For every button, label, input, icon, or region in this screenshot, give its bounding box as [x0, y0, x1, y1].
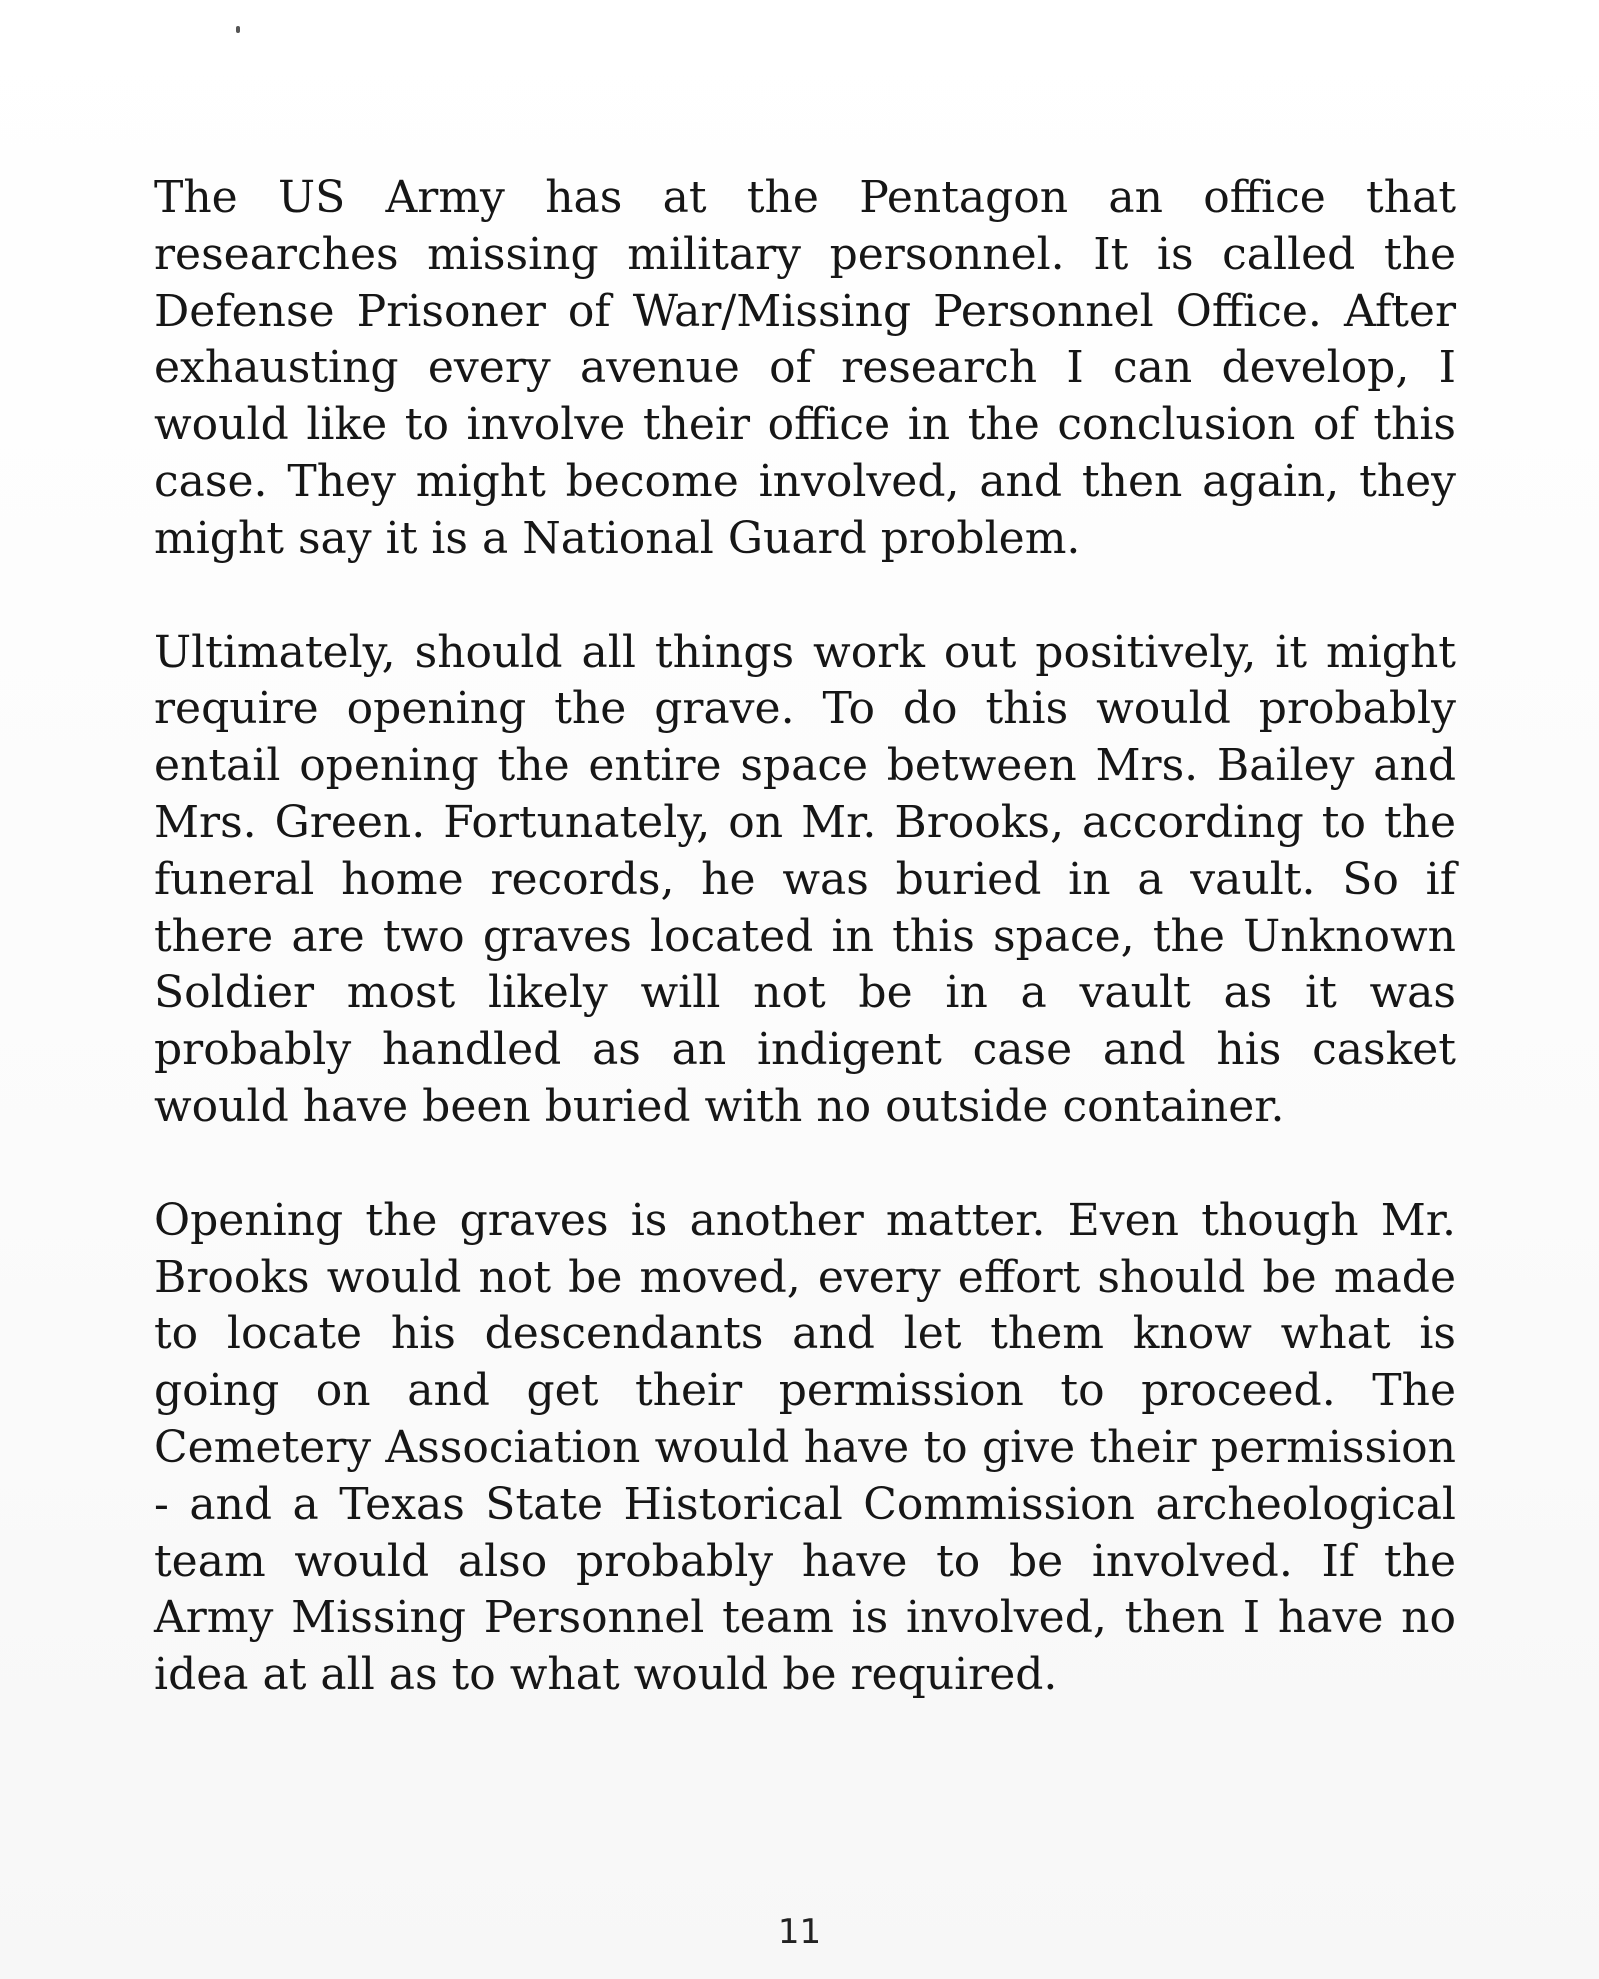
- scan-speck: [236, 26, 240, 33]
- paragraph-2: Ultimately, should all things work out positively, it might require opening the grave. To do this would probably entail opening the entire space between Mrs. Bailey and Mrs. Green. Fortunately, on Mr. Brooks, according to the funeral home records, he was buried in a vault. So if there are two graves located in this space, the Unknown Soldier most likely will not be in a vault as it was probably handled as an indigent case and his casket would have been buried with no outside container.: [154, 626, 1456, 1132]
- page-number: 11: [777, 1912, 822, 1952]
- paragraph-1: The US Army has at the Pentagon an office that researches missing military personnel. It is called the Defense Prisoner of War/Missing Personnel Office. After exhausting every avenue of research I can develop, I would like to involve their office in the conclusion of this case. They might become involved, and then again, they might say it is a National Guard problem.: [154, 172, 1456, 564]
- body-text: [154, 170, 1456, 1704]
- paragraph-3: Opening the graves is another matter. Even though Mr. Brooks would not be moved, every effort should be made to locate his descendants and let them know what is going on and get their permission to proceed. The Cemetery Association would have to give their permission - and a Texas State Historical Commission archeological team would also probably have to be involved. If the Army Missing Personnel team is involved, then I have no idea at all as to what would be required.: [154, 1194, 1456, 1701]
